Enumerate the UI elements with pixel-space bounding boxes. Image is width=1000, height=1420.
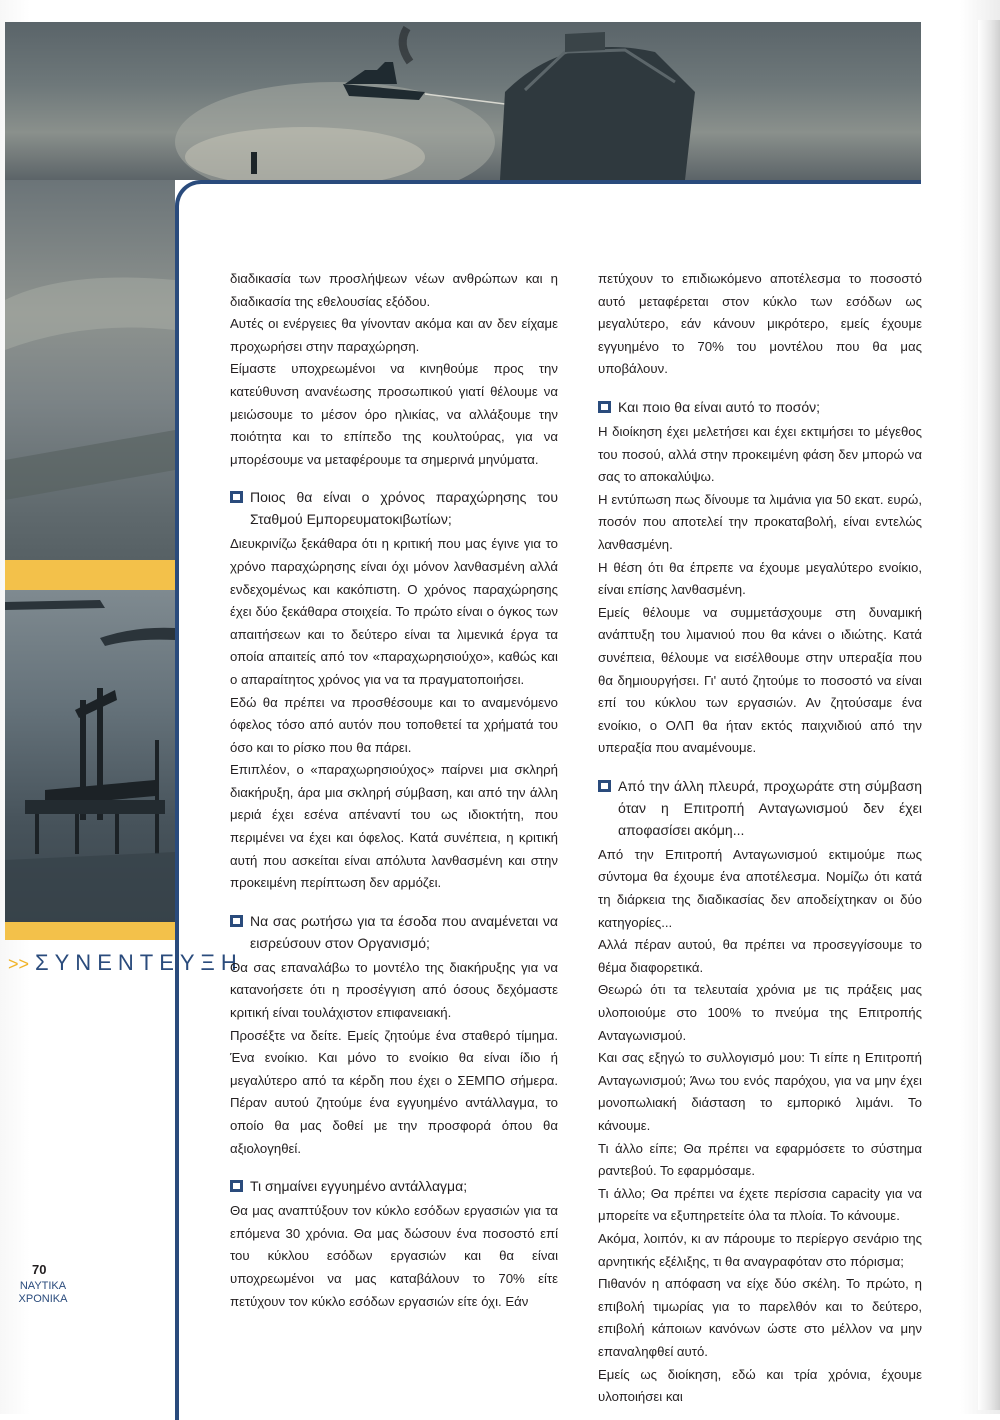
article-paragraph: Τι άλλο είπε; Θα πρέπει να εφαρμόσετε το σύστημα ραντεβού. Το εφαρμόσαμε. — [598, 1140, 922, 1179]
question-text: Τι σημαίνει εγγυημένο αντάλλαγμα; — [250, 1178, 468, 1195]
question-text: Από την άλλη πλευρά, προχωράτε στη σύμβαση όταν η Επιτροπή Ανταγωνισμού δεν έχει αποφασίσει ακόμη... — [618, 777, 922, 838]
article-column-right — [598, 268, 922, 1409]
magazine-name-line2: ΧΡΟΝΙΚΑ — [18, 1293, 68, 1305]
interview-question — [230, 486, 558, 530]
article-paragraph: Προσέξτε να δείτε. Εμείς ζητούμε ένα σταθερό τίμημα. Ένα ενοίκιο. Και μόνο το ενοίκιο θα είναι ίδιο ή μεγαλύτερο από τα κέρδη που έχει ο ΣΕΜΠΟ σήμερα. Πέραν αυτού ζητούμε ένα εγγυημένο αντάλλαγμα, το οποίο θα μας δοθεί με την προσφορά όπου θα αξιολογηθεί. — [230, 1027, 558, 1156]
question-bullet-icon — [230, 1180, 243, 1192]
article-column-left — [230, 268, 558, 1313]
interview-question — [598, 396, 922, 418]
section-label — [8, 950, 243, 976]
article-paragraph: Η θέση ότι θα έπρεπε να έχουμε μεγαλύτερο ενοίκιο, είναι επίσης λανθασμένη. — [598, 559, 922, 598]
question-bullet-icon — [230, 491, 243, 503]
question-bullet-icon — [598, 401, 611, 413]
article-paragraph: Αυτές οι ενέργειες θα γίνονταν ακόμα και αν δεν είχαμε προχωρήσει στην παραχώρηση. — [230, 316, 558, 354]
article-paragraph: Ακόμα, λοιπόν, κι αν πάρουμε το περίεργο σενάριο της αρνητικής εξέλιξης, τι θα αναγραφόταν στο πόρισμα; — [598, 1230, 922, 1269]
accent-band — [5, 560, 175, 590]
article-paragraph: διαδικασία των προσλήψεων νέων ανθρώπων και η διαδικασία της εθελουσίας εξόδου. — [230, 271, 558, 309]
interview-question — [230, 910, 558, 954]
article-paragraph: Αλλά πέραν αυτού, θα πρέπει να προσεγγίσουμε το θέμα διαφορετικά. — [598, 937, 922, 975]
article-paragraph: Θα μας αναπτύξουν τον κύκλο εσόδων εργασιών για τα επόμενα 30 χρόνια. Θα μας δώσουν ένα ποσοστό επί του κύκλου εσόδων εργασιών και θα είναι υποχρεωμένοι να μας καταβάλουν το 70% είτε πετύχουν τον κύκλο εσόδων εργασιών είτε όχι. Εάν — [230, 1203, 558, 1309]
article-paragraph: Από την Επιτροπή Ανταγωνισμού εκτιμούμε πως σύντομα θα έχουμε ένα αποτέλεσμα. Νομίζω ότι κατά τη διάρκεια της διαδικασίας δεν αποδείχτηκαν οι δύο κατηγορίες... — [598, 846, 922, 930]
interview-question — [598, 775, 922, 841]
article-paragraph: Πιθανόν η απόφαση να είχε δύο σκέλη. Το πρώτο, η επιβολή τιμωρίας για το παρελθόν και το δεύτερο, επιβολή κάποιων κανόνων ώστε στο μέλλον να μην επαναληφθεί αυτό. — [598, 1276, 922, 1359]
article-paragraph: Η διοίκηση έχει μελετήσει και έχει εκτιμήσει το μέγεθος του ποσού, αλλά στην προκειμένη φάση δεν μπορώ να σας το αποκαλύψω. — [598, 423, 922, 485]
article-paragraph: Διευκρινίζω ξεκάθαρα ότι η κριτική που μας έγινε για το χρόνο παραχώρησης είναι όχι μόνον λανθασμένη αλλά ενδεχομένως και κακόπιστη. Ο χρόνος παραχώρησης έχει δύο ξεκάθαρα στοιχεία. Το πρώτο είναι ο όγκος των απαιτήσεων και το δεύτερο είναι τα λιμενικά έργα τα οποία απαιτείς από τον «παραχωρησιούχο», καθώς και ο απαραίτητος χρόνος για να τα πραγματοποιήσει. — [230, 536, 558, 687]
accent-band-lower — [5, 922, 175, 940]
harbor-photo-dock — [5, 590, 175, 922]
question-bullet-icon — [230, 915, 243, 927]
article-paragraph: Θεωρώ ότι τα τελευταία χρόνια με τις πράξεις μας υλοποιούμε στο 100% το πνεύμα της Επιτροπής Ανταγωνισμού. — [598, 982, 922, 1043]
article-paragraph: πετύχουν το επιδιωκόμενο αποτέλεσμα το ποσοστό αυτό μεταφέρεται στον κύκλο των εσόδων ως μεγαλύτερο, εάν κάνουν μικρότερο, εμείς έχουμε εγγυημένο το 70% του μοντέλου που θα μας υποβάλουν. — [598, 271, 922, 377]
article-paragraph: Εδώ θα πρέπει να προσθέσουμε και το αναμενόμενο όφελος τόσο από αυτόν που τοποθετεί τα χρήματά του όσο και το ρίσκο που θα πάρει. — [230, 694, 558, 755]
article-paragraph: Είμαστε υποχρεωμένοι να κινηθούμε προς την κατεύθυνση ανανέωσης προσωπικού γιατί θέλουμε να μειώσουμε το μέσον όρο ηλικίας, να αλλάξουμε την ποιότητα και το επίπεδο της κουλτούρας, για να μπορέσουμε να μεταφέρουμε τα σημερινά μηνύματα. — [230, 361, 558, 467]
page-number: 70 — [32, 1262, 47, 1277]
article-paragraph: Εμείς ως διοίκηση, εδώ και τρία χρόνια, έχουμε υλοποιήσει και — [598, 1366, 922, 1405]
page-edge-shadow — [978, 20, 1000, 1410]
magazine-name — [18, 1280, 68, 1306]
article-paragraph: Και σας εξηγώ το συλλογισμό μου: Τι είπε η Επιτροπή Ανταγωνισμού; Άνω του ενός παρόχου, για να μην έχει μονοπωλιακή διάσταση το εμπορικό λιμάνι. Το κάνουμε. — [598, 1050, 922, 1133]
question-text: Ποιος θα είναι ο χρόνος παραχώρησης του Σταθμού Εμπορευματοκιβωτίων; — [250, 489, 558, 528]
article-paragraph: Η εντύπωση πως δίνουμε τα λιμάνια για 50 εκατ. ευρώ, ποσόν που αποτελεί την προκαταβολή, είναι εντελώς λανθασμένη. — [598, 491, 922, 552]
interview-question — [230, 1175, 558, 1197]
question-bullet-icon — [598, 780, 611, 792]
article-paragraph: Τι άλλο; Θα πρέπει να έχετε περίσσια capacity για να μπορείτε να εξυπηρετείτε όλα τα πλοία. Το κάνουμε. — [598, 1185, 922, 1224]
article-paragraph: Επιπλέον, ο «παραχωρησιούχος» παίρνει μια σκληρή διακήρυξη, άρα μια σκληρή σύμβαση, και από την άλλη μεριά έχει εσένα απέναντί του ως ιδιοκτήτη, που περιμένει να έχει και όφελος. Κατά συνέπεια, η κριτική αυτή που ασκείται είναι απόλυτα λανθασμένη και στην προκειμένη περίπτωση δεν αρμόζει. — [230, 762, 558, 891]
magazine-name-line1: ΝΑΥΤΙΚΑ — [19, 1280, 67, 1292]
harbor-photo-top — [5, 22, 921, 180]
article-paragraph: Εμείς θέλουμε να συμμετάσχουμε στη δυναμική ανάπτυξη του λιμανιού που θα κάνει ο ιδιώτης. Κατά συνέπεια, θέλουμε να εισέλθουμε στην υπεραξία που θα δημιουργήσει. Γι' αυτό ζητούμε το ποσοστό να είναι επί του κύκλου των εργασιών. Αν ζητούσαμε ένα ενοίκιο, ο ΟΛΠ θα ήταν εκτός παιχνιδιού από την υπεραξία που αναμένουμε. — [598, 604, 922, 756]
article-paragraph: Θα σας επαναλάβω το μοντέλο της διακήρυξης για να κατανοήσετε ότι η προσέγγιση από όσους δεχόμαστε κριτική είναι τουλάχιστον επιφανειακή. — [230, 959, 558, 1021]
section-title: ΣΥΝΕΝΤΕΥΞΗ — [35, 950, 243, 975]
question-text: Να σας ρωτήσω για τα έσοδα που αναμένεται να εισρεύσουν στον Οργανισμό; — [250, 912, 558, 951]
section-arrows: >> — [8, 954, 30, 974]
question-text: Και ποιο θα είναι αυτό το ποσόν; — [618, 398, 821, 415]
